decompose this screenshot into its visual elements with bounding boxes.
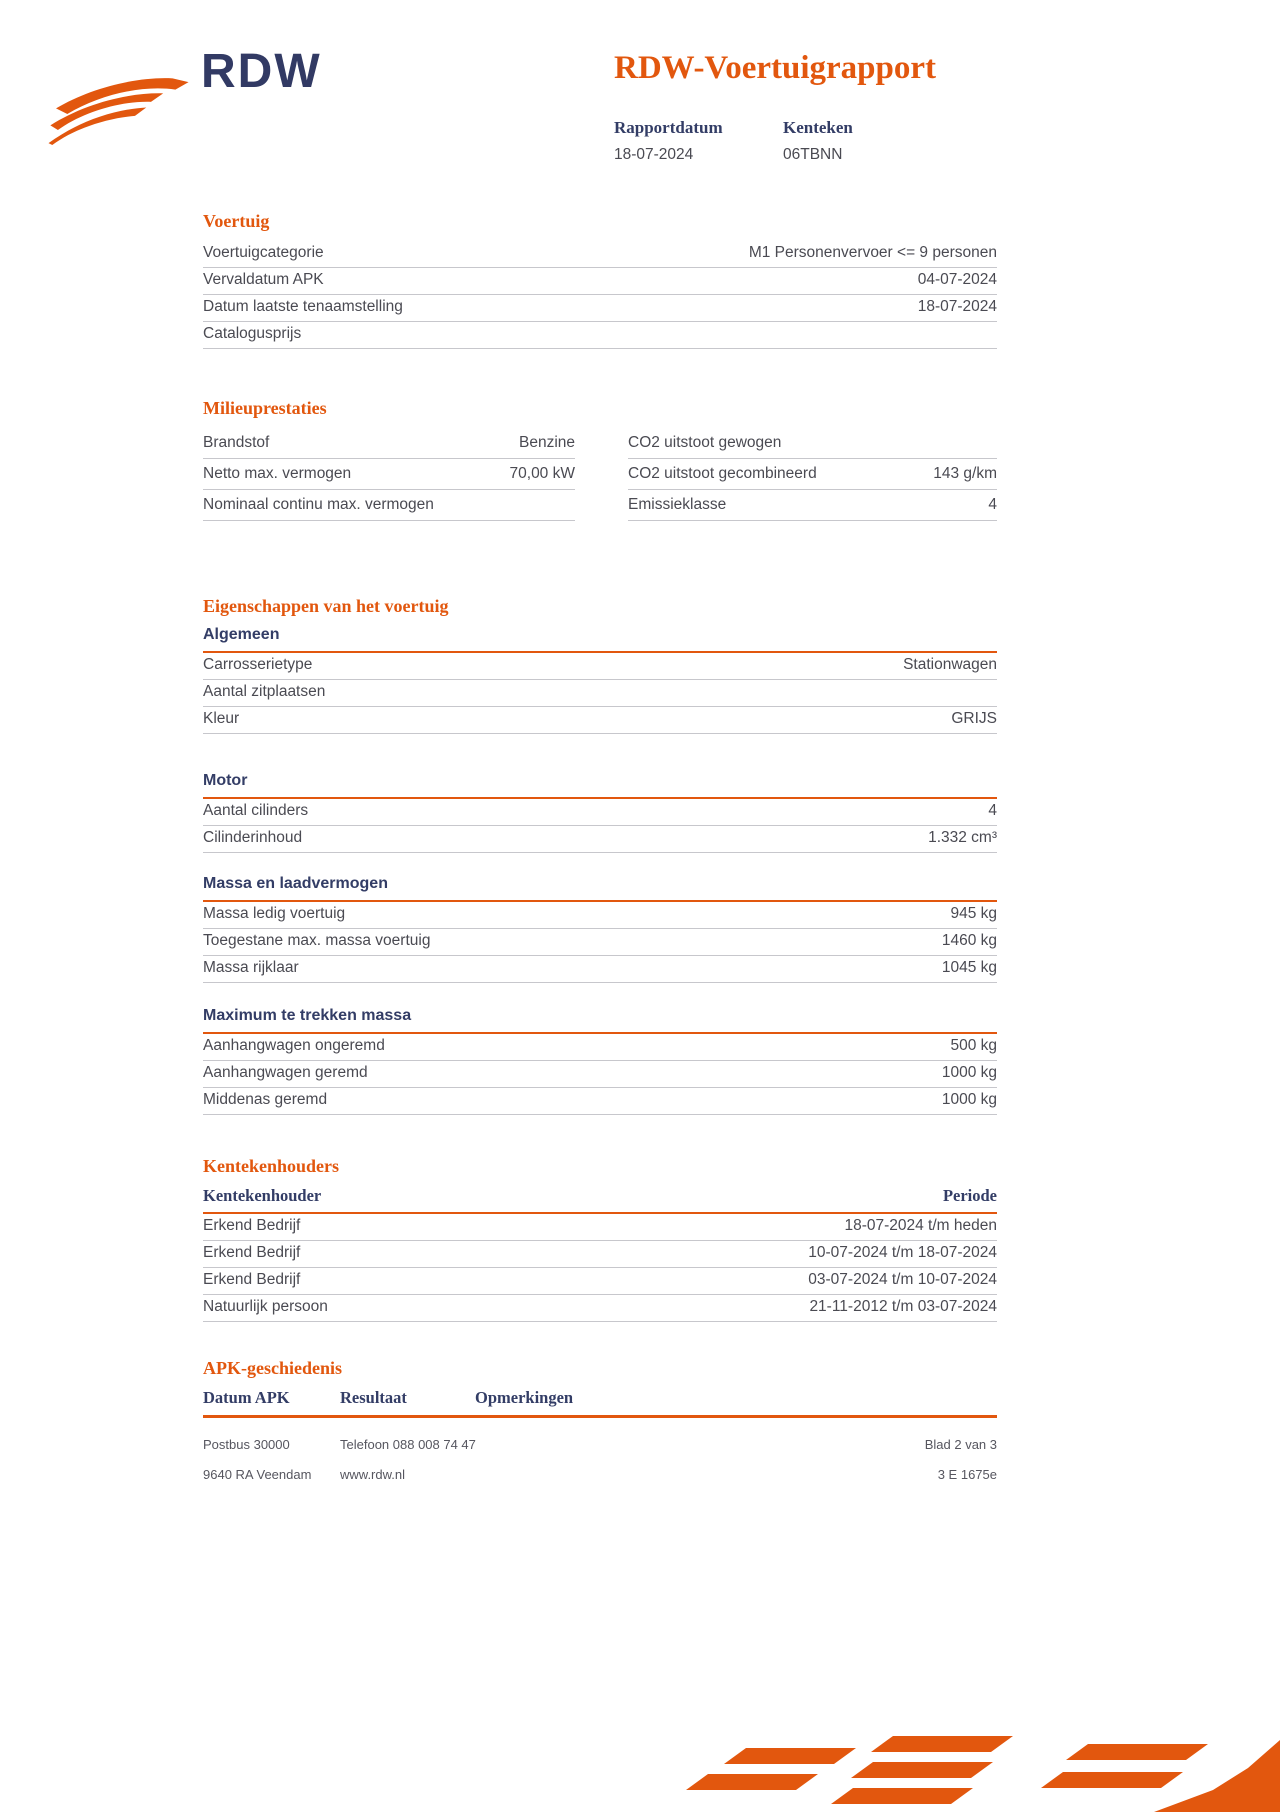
- holder-period: 21-11-2012 t/m 03-07-2024: [809, 1298, 997, 1315]
- footer-address-line2: 9640 RA Veendam: [203, 1467, 312, 1482]
- row-value: 18-07-2024: [917, 298, 997, 315]
- data-row: [203, 459, 997, 490]
- row-value: Benzine: [518, 434, 575, 451]
- column-header-opmerkingen: Opmerkingen: [475, 1388, 574, 1407]
- data-row: [203, 902, 997, 929]
- section-heading-eigenschappen: Eigenschappen van het voertuig: [203, 596, 449, 616]
- row-value: 1460 kg: [941, 932, 997, 949]
- row-label: CO2 uitstoot gewogen: [628, 434, 782, 451]
- data-row: [203, 707, 997, 734]
- row-label: Nominaal continu max. vermogen: [203, 496, 434, 513]
- row-label: Datum laatste tenaamstelling: [203, 298, 403, 315]
- report-date-block: [614, 118, 723, 164]
- row-value: 4: [988, 496, 997, 513]
- table-row: [203, 1241, 997, 1268]
- data-row: [203, 428, 997, 459]
- row-value: 04-07-2024: [917, 271, 997, 288]
- section-heading-milieuprestaties: Milieuprestaties: [203, 398, 327, 418]
- row-value: 1000 kg: [941, 1064, 997, 1081]
- row-label: CO2 uitstoot gecombineerd: [628, 465, 817, 482]
- row-label: Vervaldatum APK: [203, 271, 324, 288]
- data-row: [203, 241, 997, 268]
- subsection-heading-algemeen: Algemeen: [203, 626, 997, 653]
- table-row: [203, 1214, 997, 1241]
- data-cell-right: [628, 490, 997, 521]
- row-label: Catalogusprijs: [203, 325, 302, 342]
- footer-phone: Telefoon 088 008 74 47: [340, 1437, 476, 1452]
- holder-name: Erkend Bedrijf: [203, 1244, 301, 1261]
- row-value: 1045 kg: [941, 959, 997, 976]
- row-value: 1000 kg: [941, 1091, 997, 1108]
- section-kentekenhouders: [203, 1156, 997, 1322]
- row-label: Aantal cilinders: [203, 802, 309, 819]
- row-label: Cilinderinhoud: [203, 829, 303, 846]
- footer-document-code: 3 E 1675e: [937, 1467, 997, 1482]
- data-row: [203, 1061, 997, 1088]
- column-header-resultaat: Resultaat: [340, 1388, 407, 1407]
- footer-address-line1: Postbus 30000: [203, 1437, 290, 1452]
- section-apk-geschiedenis: [203, 1358, 997, 1418]
- row-value: M1 Personenvervoer <= 9 personen: [748, 244, 997, 261]
- subsection-heading-massa: Massa en laadvermogen: [203, 875, 997, 902]
- row-label: Netto max. vermogen: [203, 465, 352, 482]
- license-plate-block: [783, 118, 853, 164]
- column-header-datum-apk: Datum APK: [203, 1388, 290, 1407]
- column-header-periode: Periode: [942, 1186, 997, 1205]
- report-date-label: Rapportdatum: [614, 118, 723, 137]
- footer-page-number: Blad 2 van 3: [924, 1437, 997, 1452]
- data-row: [203, 929, 997, 956]
- row-label: Aanhangwagen ongeremd: [203, 1037, 385, 1054]
- subsection-heading-maximum: Maximum te trekken massa: [203, 1007, 997, 1034]
- data-cell-right: [628, 428, 997, 459]
- rdw-logo-text: RDW: [201, 45, 322, 98]
- row-value: Stationwagen: [903, 656, 997, 673]
- page-title: RDW-Voertuigrapport: [614, 50, 937, 86]
- data-row: [203, 490, 997, 521]
- section-milieuprestaties: [203, 398, 997, 521]
- rdw-stripes-decoration-graphic: [668, 1734, 1280, 1812]
- row-label: Kleur: [203, 710, 240, 727]
- row-value: GRIJS: [951, 710, 997, 727]
- holder-name: Natuurlijk persoon: [203, 1298, 328, 1315]
- table-row: [203, 1295, 997, 1322]
- row-value: 1.332 cm³: [928, 829, 997, 846]
- holder-period: 10-07-2024 t/m 18-07-2024: [808, 1244, 997, 1261]
- row-label: Aantal zitplaatsen: [203, 683, 326, 700]
- row-label: Brandstof: [203, 434, 270, 451]
- row-value: 945 kg: [950, 905, 997, 922]
- data-row: [203, 826, 997, 853]
- section-heading-apk: APK-geschiedenis: [203, 1358, 342, 1378]
- data-row: [203, 956, 997, 983]
- license-plate-label: Kenteken: [783, 118, 853, 137]
- holder-period: 18-07-2024 t/m heden: [844, 1217, 997, 1234]
- column-header-kentekenhouder: Kentekenhouder: [203, 1186, 322, 1205]
- subsection-motor: [203, 772, 997, 853]
- data-row: [203, 680, 997, 707]
- footer-website-link[interactable]: www.rdw.nl: [340, 1467, 406, 1482]
- data-cell-right: [628, 459, 997, 490]
- section-heading-voertuig: Voertuig: [203, 211, 270, 231]
- data-row: [203, 268, 997, 295]
- data-row: [203, 295, 997, 322]
- data-row: [203, 1088, 997, 1115]
- data-row: [203, 322, 997, 349]
- footer-line-2: [203, 1467, 997, 1484]
- data-cell-left: [203, 428, 575, 459]
- data-cell-left: [203, 490, 575, 521]
- subsection-algemeen: [203, 626, 997, 734]
- rdw-bird-logo-icon: [48, 52, 190, 146]
- row-value: 70,00 kW: [509, 465, 575, 482]
- subsection-maximum-te-trekken-massa: [203, 1007, 997, 1115]
- table-header-row: [203, 1186, 997, 1214]
- subsection-massa-en-laadvermogen: [203, 875, 997, 983]
- section-heading-kentekenhouders: Kentekenhouders: [203, 1156, 340, 1176]
- row-label: Emissieklasse: [628, 496, 727, 513]
- row-value: 500 kg: [950, 1037, 997, 1054]
- license-plate-value: 06TBNN: [783, 146, 843, 163]
- row-label: Carrosserietype: [203, 656, 313, 673]
- holder-name: Erkend Bedrijf: [203, 1217, 301, 1234]
- section-voertuig: [203, 211, 997, 349]
- row-label: Aanhangwagen geremd: [203, 1064, 368, 1081]
- row-label: Massa rijklaar: [203, 959, 299, 976]
- holder-period: 03-07-2024 t/m 10-07-2024: [808, 1271, 997, 1288]
- row-label: Voertuigcategorie: [203, 244, 324, 261]
- section-eigenschappen: [203, 596, 997, 1115]
- row-label: Toegestane max. massa voertuig: [203, 932, 431, 949]
- data-row: [203, 799, 997, 826]
- footer-line-1: [203, 1437, 997, 1454]
- data-row: [203, 1034, 997, 1061]
- data-cell-left: [203, 459, 575, 490]
- row-label: Massa ledig voertuig: [203, 905, 346, 922]
- report-date-value: 18-07-2024: [614, 146, 694, 163]
- table-header-row: [203, 1388, 997, 1418]
- subsection-heading-motor: Motor: [203, 772, 997, 799]
- data-row: [203, 653, 997, 680]
- row-label: Middenas geremd: [203, 1091, 328, 1108]
- holder-name: Erkend Bedrijf: [203, 1271, 301, 1288]
- row-value: 143 g/km: [933, 465, 997, 482]
- row-value: 4: [988, 802, 997, 819]
- table-row: [203, 1268, 997, 1295]
